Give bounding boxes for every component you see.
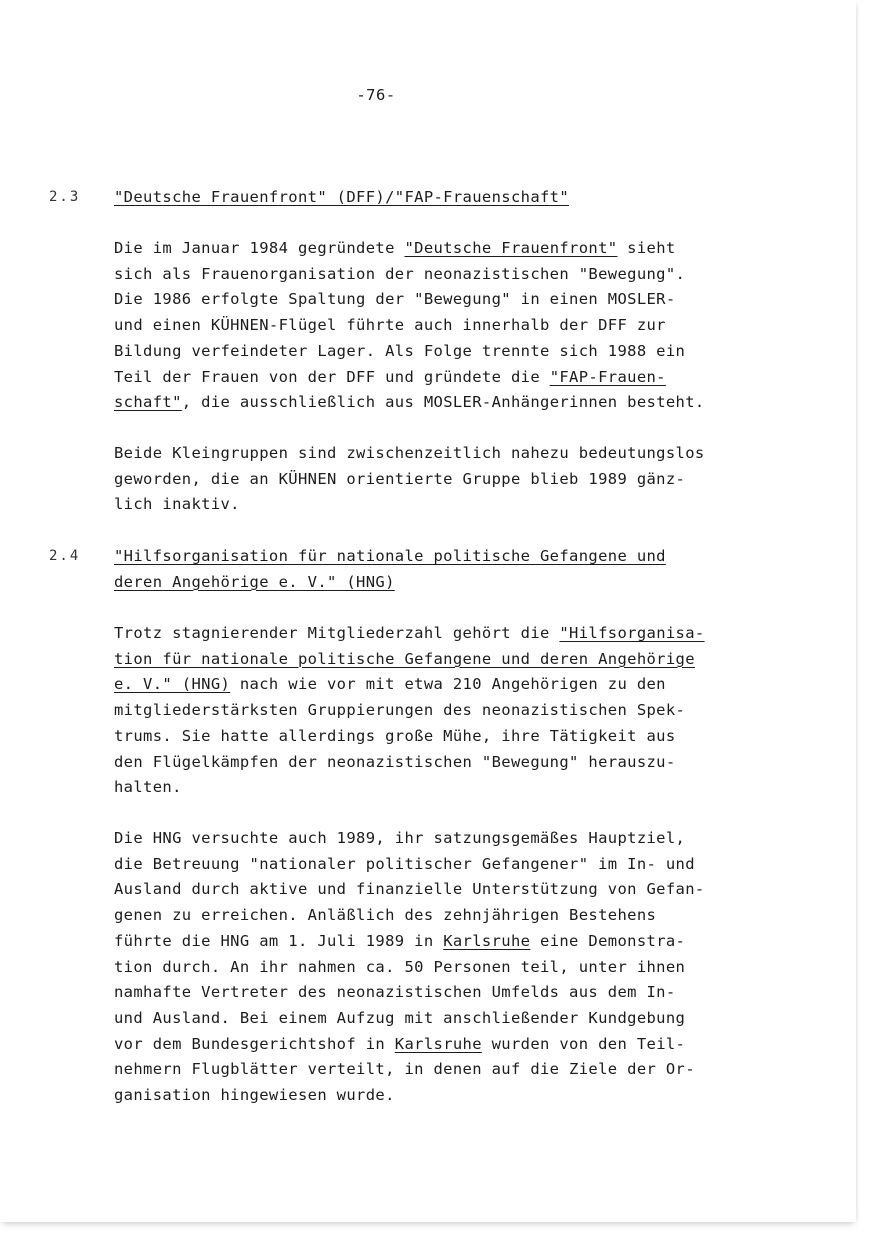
text-line: Die im Januar 1984 gegründete "Deutsche Frauenfront" sieht: [114, 239, 676, 257]
text-line: Die HNG versuchte auch 1989, ihr satzungsgemäßes Hauptziel,: [114, 829, 686, 847]
text-line: vor dem Bundesgerichtshof in Karlsruhe wurden von den Teil-: [114, 1034, 686, 1053]
text-line: führte die HNG am 1. Juli 1989 in Karlsruhe eine Demonstra-: [114, 931, 686, 950]
text-line: genen zu erreichen. Anläßlich des zehnjährigen Bestehens: [114, 906, 657, 925]
paragraph-hng-activities: [114, 826, 774, 1109]
term-hng-cont: tion für nationale politische Gefangene und deren Angehörige: [114, 649, 695, 668]
term-fap-frauenschaft-cont: schaft": [114, 393, 182, 412]
text-line: e. V." (HNG) nach wie vor mit etwa 210 Angehörigen zu den: [114, 675, 666, 694]
term-hng-end: e. V." (HNG): [114, 675, 231, 694]
text-line: geworden, die an KÜHNEN orientierte Gruppe blieb 1989 gänz-: [114, 469, 686, 488]
paragraph-dff-status: [114, 441, 774, 518]
text-line: Ausland durch aktive und finanzielle Unterstützung von Gefan-: [114, 880, 705, 899]
text-line: ganisation hingewiesen wurde.: [114, 1086, 395, 1105]
text-line: die Betreuung "nationaler politischer Gefangener" im In- und: [114, 854, 695, 873]
heading-line: "Deutsche Frauenfront" (DFF)/"FAP-Frauenschaft": [114, 188, 570, 206]
text-line: trums. Sie hatte allerdings große Mühe, ihre Tätigkeit aus: [114, 726, 676, 745]
text-line: tion durch. An ihr nahmen ca. 50 Personen teil, unter ihnen: [114, 957, 686, 976]
heading-line: "Hilfsorganisation für nationale politische Gefangene und: [114, 547, 666, 565]
term-deutsche-frauenfront: "Deutsche Frauenfront": [404, 239, 618, 257]
paragraph-hng-membership: [114, 621, 774, 801]
text-line: Trotz stagnierender Mitgliederzahl gehört die "Hilfsorganisa-: [114, 624, 705, 642]
text-line: den Flügelkämpfen der neonazistischen "Bewegung" herauszu-: [114, 752, 676, 771]
text-line: [114, 647, 774, 673]
text-line: schaft", die ausschließlich aus MOSLER-Anhängerinnen besteht.: [114, 393, 705, 412]
heading-line: deren Angehörige e. V." (HNG): [114, 572, 395, 591]
term-karlsruhe: Karlsruhe: [394, 1034, 482, 1053]
text-line: Bildung verfeindeter Lager. Als Folge trennte sich 1988 ein: [114, 341, 686, 360]
text-line: Beide Kleingruppen sind zwischenzeitlich nahezu bedeutungslos: [114, 444, 705, 462]
page-number: -76-: [356, 86, 396, 104]
section-heading-2-4: [114, 544, 774, 595]
section-heading-2-3: [114, 185, 774, 211]
text-line: und einen KÜHNEN-Flügel führte auch innerhalb der DFF zur: [114, 316, 666, 335]
section-number-2-4: 2.4: [49, 548, 81, 564]
text-line: nehmern Flugblätter verteilt, in denen auf die Ziele der Or-: [114, 1060, 695, 1079]
paragraph-dff-intro: [114, 236, 774, 416]
text-line: namhafte Vertreter des neonazistischen Umfelds aus dem In-: [114, 983, 676, 1002]
text-line: und Ausland. Bei einem Aufzug mit anschließender Kundgebung: [114, 1008, 686, 1027]
text-line: mitgliederstärksten Gruppierungen des neonazistischen Spek-: [114, 701, 686, 720]
section-number-2-3: 2.3: [49, 189, 81, 205]
term-fap-frauenschaft: "FAP-Frauen-: [549, 367, 666, 386]
text-line: halten.: [114, 778, 182, 797]
text-line: sich als Frauenorganisation der neonazistischen "Bewegung".: [114, 264, 686, 283]
term-karlsruhe: Karlsruhe: [443, 931, 531, 950]
text-line: lich inaktiv.: [114, 495, 240, 514]
term-hng: "Hilfsorganisa-: [559, 624, 705, 642]
text-line: Die 1986 erfolgte Spaltung der "Bewegung" in einen MOSLER-: [114, 290, 676, 309]
text-line: Teil der Frauen von der DFF und gründete die "FAP-Frauen-: [114, 367, 666, 386]
